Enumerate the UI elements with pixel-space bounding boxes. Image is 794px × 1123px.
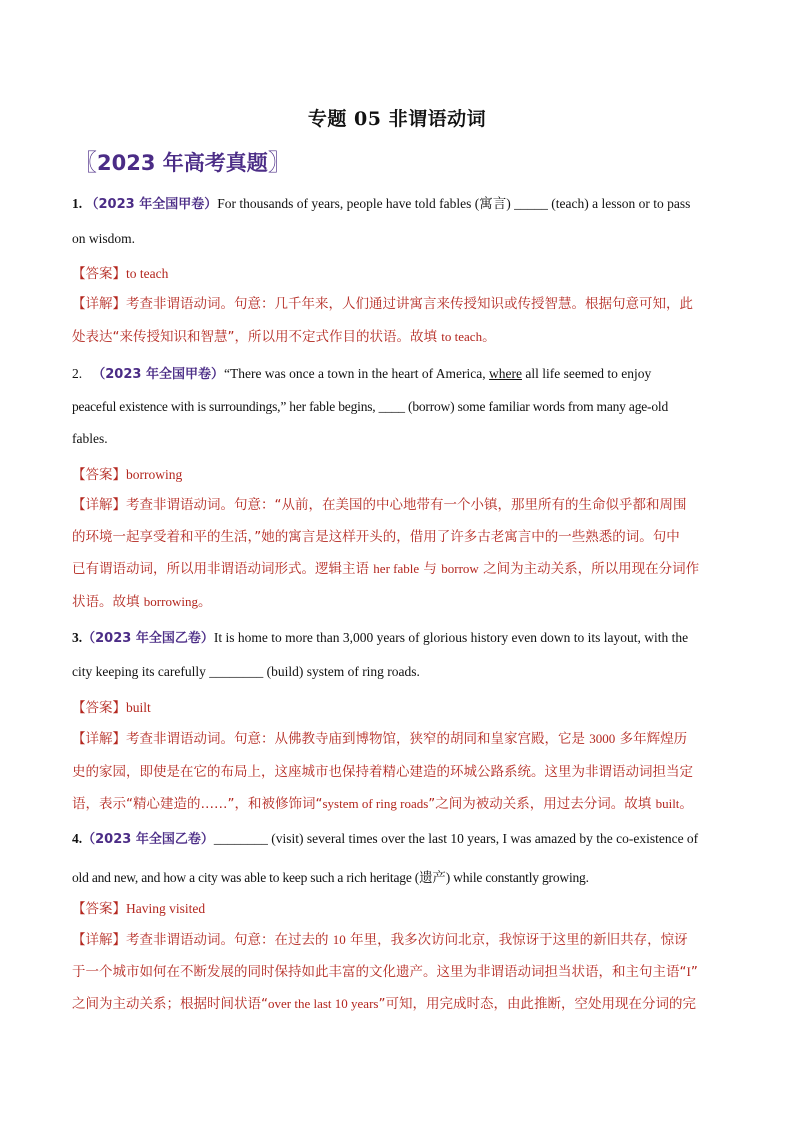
q2-detail-line-3: [72, 557, 724, 577]
q2-underlined-word: where: [488, 366, 522, 381]
q3-detail-answer: built: [655, 796, 680, 811]
q2-detail-line-1: [72, 493, 724, 513]
q2-line-1: [72, 363, 724, 382]
q1-detail-line-2: [72, 325, 724, 345]
q1-detail-end: 。: [482, 329, 496, 345]
q4-source: （2023 年全国乙卷）: [82, 832, 214, 847]
q3-detail-line-3: [72, 792, 724, 812]
q2-detail-verb: borrow: [441, 561, 479, 576]
q2-answer: [72, 463, 724, 483]
q3-detail-end: 。: [679, 796, 693, 812]
q4-detail-text-3a: 之间为主动关系；根据时间状语“: [72, 996, 268, 1012]
q3-line-1: [72, 627, 724, 646]
q4-detail-line-3: [72, 992, 724, 1012]
q4-detail-phrase: over the last 10 years: [268, 996, 379, 1011]
q4-detail-text-3c: ”可知，用完成时态，由此推断，空处用现在分词的完: [378, 996, 696, 1012]
q1-detail-label: 【详解】: [72, 296, 126, 312]
q1-source: （2023 年全国甲卷）: [85, 197, 218, 212]
q1-text-1: For thousands of years, people have told fables (寓言) _____ (teach) a lesson or to pass: [217, 196, 691, 211]
q4-detail-text-1a: 考查非谓语动词。句意：在过去的: [126, 932, 333, 948]
q1-answer-label: 【答案】: [72, 266, 126, 282]
q4-answer: [72, 897, 724, 917]
q2-text-1b: all life seemed to enjoy: [525, 366, 652, 381]
q4-detail-number: 10: [332, 932, 346, 947]
q4-detail-text-2c: ”: [690, 964, 698, 980]
q4-text-1: ________ (visit) several times over the last 10 years, I was amazed by the co-existence of: [213, 831, 699, 846]
q2-detail-line-2: 的环境一起享受着和平的生活，”她的寓言是这样开头的，借用了许多古老寓言中的一些熟悉的词。句中: [72, 529, 680, 545]
q1-detail-text-2: 处表达“来传授知识和智慧”，所以用不定式作目的状语。故填: [72, 329, 442, 345]
q3-detail-text-3a: 语，表示“精心建造的……”，和被修饰词“: [72, 796, 323, 812]
q4-detail-subject: I: [686, 964, 691, 979]
q2-answer-label: 【答案】: [72, 467, 126, 483]
q4-line-1: [72, 828, 724, 847]
section-close-bracket: 〗: [267, 150, 291, 176]
q2-detail-text-1: 考查非谓语动词。句意：“从前，在美国的中心地带有一个小镇，那里所有的生命似乎都和周围: [126, 497, 687, 513]
q3-detail-number: 3000: [589, 731, 616, 746]
q3-answer: [72, 696, 724, 716]
q2-number: 2.: [72, 366, 83, 381]
q1-line-2: on wisdom.: [72, 231, 136, 246]
q3-detail-text-1c: 多年辉煌历: [615, 731, 688, 747]
q1-answer-text: to teach: [126, 266, 169, 281]
q4-detail-line-2: [72, 960, 724, 980]
q3-detail-text-3c: ”之间为被动关系，用过去分词。故填: [428, 796, 656, 812]
section-open-bracket: 〖: [74, 150, 97, 176]
q4-detail-text-1c: 年里，我多次访问北京，我惊讶于这里的新旧共存，惊讶: [345, 932, 688, 948]
q3-detail-phrase: system of ring roads: [322, 796, 429, 811]
q2-source: （2023 年全国甲卷）: [92, 367, 224, 382]
q3-detail-label: 【详解】: [72, 731, 126, 747]
q1-number: 1.: [72, 196, 83, 211]
q3-detail-line-2: 史的家园，即使是在它的布局上，这座城市也保持着精心建造的环城公路系统。这里为非谓语动词担当定: [72, 764, 693, 780]
section-heading: [74, 144, 291, 177]
q2-detail-label: 【详解】: [72, 497, 126, 513]
q2-detail-text-3e: 之间为主动关系，所以用现在分词作: [478, 561, 700, 577]
q2-detail-text-4a: 状语。故填: [72, 594, 144, 610]
q3-answer-text: built: [126, 700, 151, 715]
q4-number: 4.: [72, 831, 83, 846]
q3-answer-label: 【答案】: [72, 700, 126, 716]
page-title: 专题 05 非谓语动词: [307, 108, 487, 130]
q2-detail-end: 。: [197, 594, 212, 610]
q3-text-1: It is home to more than 3,000 years of glorious history even down to its layout, with the: [213, 630, 689, 645]
q2-answer-text: borrowing: [126, 467, 183, 482]
q4-detail-line-1: [72, 928, 724, 948]
q4-answer-text: Having visited: [126, 901, 206, 916]
q1-line-1: [72, 192, 724, 212]
q3-source: （2023 年全国乙卷）: [82, 631, 214, 646]
q2-detail-subject: her fable: [373, 561, 420, 576]
q2-detail-text-3c: 与: [419, 561, 442, 577]
q1-detail-line-1: [72, 292, 724, 312]
q2-line-2: peaceful existence with is surroundings,” her fable begins, ____ (borrow) some familiar words from many age-old: [72, 399, 668, 414]
q2-text-1a: “There was once a town in the heart of America,: [223, 366, 486, 381]
q2-detail-text-3a: 已有谓语动词，所以用非谓语动词形式。逻辑主语: [72, 561, 374, 577]
q4-line-2: old and new, and how a city was able to keep such a rich heritage (遗产) while constantly growing.: [72, 870, 589, 885]
section-heading-text: 2023 年高考真题: [97, 151, 268, 175]
q3-line-2: city keeping its carefully ________ (build) system of ring roads.: [72, 664, 420, 679]
q1-detail-text-1: 考查非谓语动词。句意：几千年来，人们通过讲寓言来传授知识或传授智慧。根据句意可知，此: [126, 296, 693, 312]
q2-line-3: fables.: [72, 431, 108, 446]
q3-detail-text-1a: 考查非谓语动词。句意：从佛教寺庙到博物馆，狭窄的胡同和皇家宫殿，它是: [126, 731, 590, 747]
q2-detail-answer: borrowing: [143, 594, 198, 609]
q1-detail-answer: to teach: [441, 329, 483, 344]
q3-number: 3.: [72, 630, 83, 645]
q1-answer: [72, 262, 724, 282]
q3-detail-line-1: [72, 727, 724, 747]
q4-detail-label: 【详解】: [72, 932, 126, 948]
q4-detail-text-2a: 于一个城市如何在不断发展的同时保持如此丰富的文化遗产。这里为非谓语动词担当状语，和主句主语“: [72, 964, 687, 980]
q2-detail-line-4: [72, 590, 724, 610]
q4-answer-label: 【答案】: [72, 901, 126, 917]
